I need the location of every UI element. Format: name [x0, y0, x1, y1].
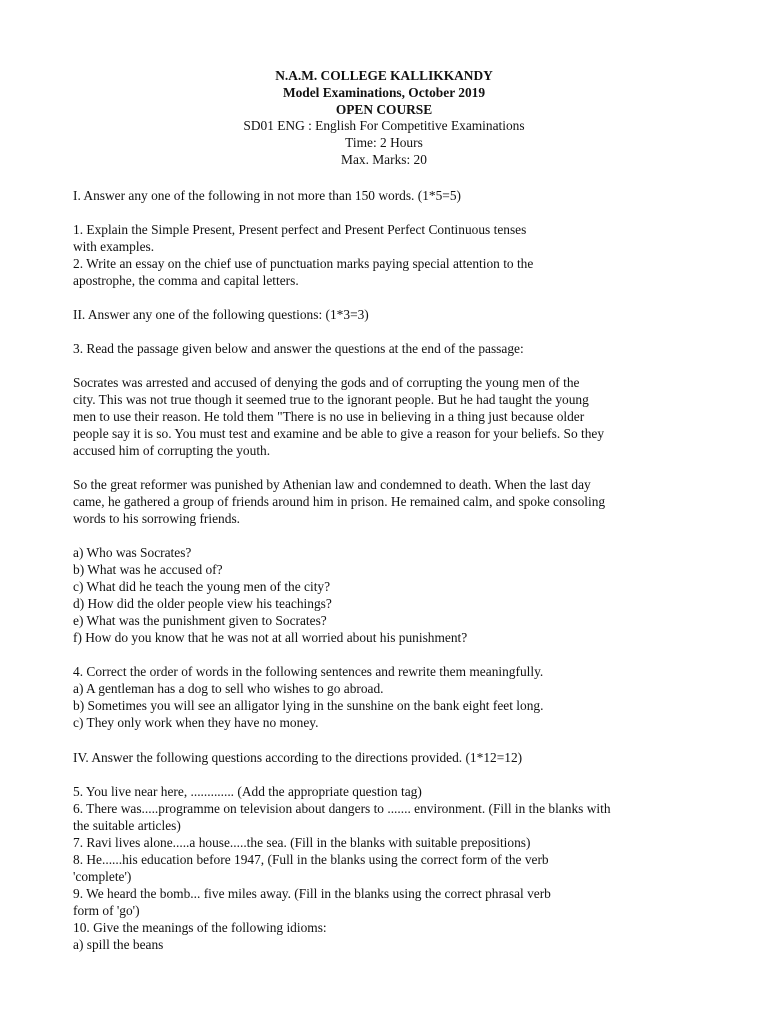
paper-title: SD01 ENG : English For Competitive Examinations	[243, 118, 525, 134]
sub-question: e) What was the punishment given to Socrates?	[73, 613, 327, 628]
question-line: 10. Give the meanings of the following idioms:	[73, 920, 327, 935]
exam-time: Time: 2 Hours	[345, 135, 423, 151]
question-line: the suitable articles)	[73, 818, 181, 833]
question-2-line-2: apostrophe, the comma and capital letters.	[73, 273, 299, 288]
question-line: 9. We heard the bomb... five miles away. (Fill in the blanks using the correct phrasal verb	[73, 886, 551, 901]
question-3: 3. Read the passage given below and answer the questions at the end of the passage:	[73, 341, 524, 356]
passage-line: accused him of corrupting the youth.	[73, 443, 271, 458]
question-line: 6. There was.....programme on television about dangers to ....... environment. (Fill in the blanks with	[73, 801, 611, 816]
section-4-heading: IV. Answer the following questions according to the directions provided. (1*12=12)	[73, 750, 523, 765]
section-1-heading: I. Answer any one of the following in not more than 150 words. (1*5=5)	[73, 188, 462, 203]
sub-question: d) How did the older people view his teachings?	[73, 596, 332, 611]
max-marks: Max. Marks: 20	[341, 151, 427, 167]
passage-line: So the great reformer was punished by Athenian law and condemned to death. When the last day	[73, 477, 591, 492]
course-name: OPEN COURSE	[335, 101, 433, 117]
question-line: 'complete')	[73, 869, 132, 884]
exam-header	[0, 68, 768, 169]
question-4-item: c) They only work when they have no money.	[73, 715, 319, 730]
question-2-line-1: 2. Write an essay on the chief use of punctuation marks paying special attention to the	[73, 256, 534, 271]
sub-question: c) What did he teach the young men of the city?	[73, 579, 331, 594]
question-line: 8. He......his education before 1947, (Full in the blanks using the correct form of the verb	[73, 852, 549, 867]
question-line: a) spill the beans	[73, 937, 164, 952]
passage-line: men to use their reason. He told them "There is no use in believing in a thing just because older	[73, 409, 585, 424]
exam-name: Model Examinations, October 2019	[282, 84, 486, 100]
sub-question: b) What was he accused of?	[73, 562, 223, 577]
question-line: form of 'go')	[73, 903, 140, 918]
passage-line: Socrates was arrested and accused of denying the gods and of corrupting the young men of the	[73, 375, 580, 390]
passage-line: words to his sorrowing friends.	[73, 511, 240, 526]
question-1-line-1: 1. Explain the Simple Present, Present perfect and Present Perfect Continuous tenses	[73, 222, 527, 237]
question-1-line-2: with examples.	[73, 239, 155, 254]
passage-line: came, he gathered a group of friends around him in prison. He remained calm, and spoke consoling	[73, 494, 606, 509]
passage-line: people say it is so. You must test and examine and be able to give a reason for your beliefs. So they	[73, 426, 605, 441]
question-4-item: a) A gentleman has a dog to sell who wishes to go abroad.	[73, 681, 384, 696]
passage-line: city. This was not true though it seemed true to the ignorant people. But he had taught the young	[73, 392, 589, 407]
college-name: N.A.M. COLLEGE KALLIKKANDY	[275, 68, 493, 83]
question-4: 4. Correct the order of words in the following sentences and rewrite them meaningfully.	[73, 664, 544, 679]
section-2-heading: II. Answer any one of the following questions: (1*3=3)	[73, 307, 369, 322]
question-line: 7. Ravi lives alone.....a house.....the sea. (Fill in the blanks with suitable prepositions)	[73, 835, 531, 850]
sub-question: f) How do you know that he was not at all worried about his punishment?	[73, 630, 468, 645]
question-line: 5. You live near here, ............. (Add the appropriate question tag)	[73, 784, 422, 799]
question-4-item: b) Sometimes you will see an alligator lying in the sunshine on the bank eight feet long.	[73, 698, 544, 713]
sub-question: a) Who was Socrates?	[73, 545, 192, 560]
